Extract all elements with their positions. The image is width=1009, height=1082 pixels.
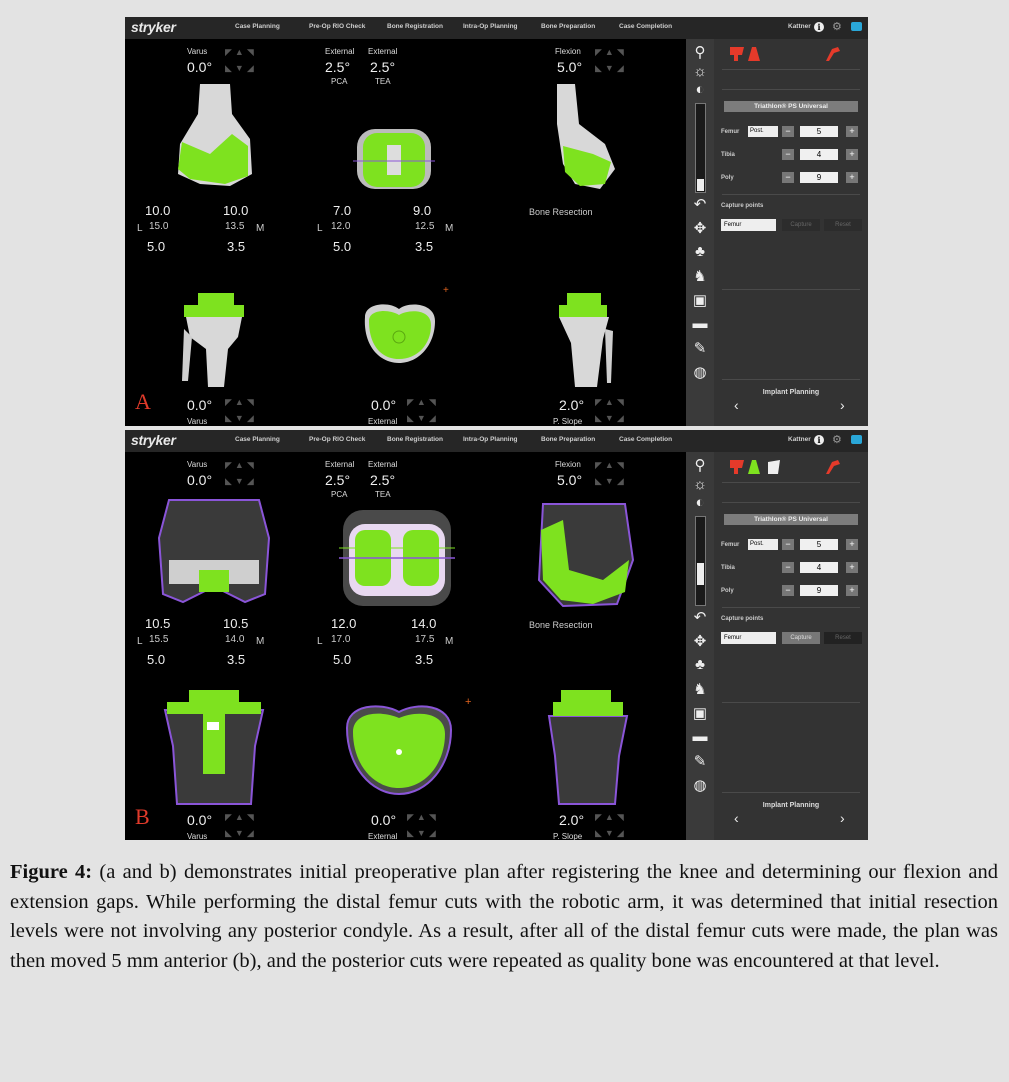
medial-marker: M — [445, 636, 454, 647]
nav-case-completion[interactable]: Case Completion — [619, 436, 673, 443]
bone-views — [125, 452, 686, 840]
poly-label: Poly — [721, 175, 734, 181]
poly-increment-button[interactable]: + — [846, 172, 858, 183]
gap-value: 3.5 — [227, 239, 246, 254]
poly-decrement-button[interactable]: − — [782, 585, 794, 596]
poly-decrement-button[interactable]: − — [782, 172, 794, 183]
probe-icon[interactable]: ✎ — [693, 753, 707, 770]
username: Kattner — [788, 23, 811, 30]
gap-value: 5.0 — [333, 652, 352, 667]
adjust-arrows[interactable]: ◣▼◢ — [407, 413, 439, 423]
reset-button[interactable]: Reset — [824, 219, 862, 231]
capture-points-title: Capture points — [721, 616, 764, 622]
flexion-label: Flexion — [555, 460, 581, 469]
nav-intra-op-planning[interactable]: Intra-Op Planning — [463, 436, 518, 443]
implant-sidebar — [714, 39, 868, 426]
femur-ct-coronal-view — [155, 498, 273, 610]
nav-intra-op-planning[interactable]: Intra-Op Planning — [463, 23, 518, 30]
implant-sidebar — [714, 452, 868, 840]
nav-case-planning[interactable]: Case Planning — [235, 23, 280, 30]
gap-value: 12.5 — [415, 221, 435, 232]
nav-bone-registration[interactable]: Bone Registration — [387, 436, 443, 443]
chevron-right-icon[interactable]: › — [840, 397, 845, 413]
adjust-arrows[interactable]: ◤▲◥ — [407, 397, 439, 407]
tibia-ct-axial-view — [341, 700, 457, 798]
nav-bone-registration[interactable]: Bone Registration — [387, 23, 443, 30]
capture-button[interactable]: Capture — [782, 632, 820, 644]
lateral-marker: L — [137, 223, 143, 234]
femur-tibia-icon[interactable] — [728, 458, 788, 476]
move-icon[interactable]: ✥ — [693, 220, 707, 237]
varus-value: 0.0° — [187, 472, 213, 488]
adjust-arrows[interactable]: ◤▲◥ — [225, 460, 257, 470]
tool-strip — [686, 452, 714, 840]
poly-size-value[interactable]: 9 — [800, 585, 838, 596]
brightness-icon[interactable]: ☼ — [693, 63, 707, 80]
contrast-slider[interactable] — [695, 516, 706, 606]
capture-button[interactable]: Capture — [782, 219, 820, 231]
femur-coronal-view — [170, 84, 260, 194]
implant-selector[interactable]: Triathlon® PS Universal — [724, 101, 858, 112]
capture-bone-select[interactable]: Femur — [721, 219, 776, 231]
poly-label: Poly — [721, 588, 734, 594]
femur-ct-sagittal-view — [533, 500, 637, 612]
external-tea-value: 2.5° — [370, 472, 396, 488]
implant-icon[interactable]: ▣ — [692, 292, 708, 309]
tibia-external-label: External — [368, 832, 398, 840]
external-pca-value: 2.5° — [325, 472, 351, 488]
undo-icon[interactable]: ↶ — [693, 196, 707, 213]
screenshot-panel-b — [125, 430, 868, 840]
varus-value: 0.0° — [187, 59, 213, 75]
gap-value: 5.0 — [333, 239, 352, 254]
figure-caption-text: (a and b) demonstrates initial preoperative plan after registering the knee and determining our flexion and extension gaps. While performing the distal femur cuts with the robotic arm, it was determined that initial resection levels were not involving any posterior condyle. As a result, after all of the distal femur cuts were made, the plan was then moved 5 mm anterior (b), and the posterior cuts were repeated as quality bone was encountered at that level. — [10, 861, 998, 972]
adjust-arrows[interactable]: ◣▼◢ — [595, 413, 627, 423]
tibia-external-label: External — [368, 417, 398, 426]
gamepad-icon[interactable]: ◍ — [693, 364, 707, 381]
adjust-arrows[interactable]: ◤▲◥ — [225, 47, 257, 57]
crosshair-marker: + — [443, 285, 449, 296]
tibia-icon[interactable]: ♞ — [693, 268, 707, 285]
gap-value: 15.0 — [149, 221, 169, 232]
stryker-logo: stryker — [131, 19, 176, 35]
slope-label: P. Slope — [553, 417, 583, 426]
pca-label: PCA — [331, 77, 348, 86]
external-tea-value: 2.5° — [370, 59, 396, 75]
top-nav-bar — [125, 430, 868, 452]
bone-view-icon[interactable]: ♣ — [695, 656, 705, 673]
poly-size-value[interactable]: 9 — [800, 172, 838, 183]
external-pca-label: External — [325, 460, 355, 469]
gamepad-icon[interactable]: ◍ — [693, 777, 707, 794]
tool-strip — [686, 39, 714, 426]
tibia-size-value[interactable]: 4 — [800, 149, 838, 160]
tibia-sagittal-view — [553, 289, 623, 389]
adjust-arrows[interactable]: ◤▲◥ — [225, 397, 257, 407]
figure-caption — [10, 858, 998, 976]
nav-pre-op-rio-check[interactable]: Pre-Op RIO Check — [309, 23, 366, 30]
panel-letter: A — [135, 389, 151, 414]
gear-icon[interactable]: ⚙ — [832, 21, 842, 33]
gap-value: 12.0 — [331, 221, 351, 232]
gap-value: 14.0 — [225, 634, 245, 645]
chevron-right-icon[interactable]: › — [840, 810, 845, 826]
bone-resection-label: Bone Resection — [529, 207, 593, 217]
flexion-value: 5.0° — [557, 59, 583, 75]
femur-increment-button[interactable]: + — [846, 539, 858, 550]
capture-bone-select[interactable]: Femur — [721, 632, 776, 644]
undo-icon[interactable]: ↶ — [693, 609, 707, 626]
gap-value: 3.5 — [227, 652, 246, 667]
move-icon[interactable]: ✥ — [693, 633, 707, 650]
tibia-ct-sagittal-view — [545, 686, 631, 806]
reset-button[interactable]: Reset — [824, 632, 862, 644]
medial-marker: M — [256, 223, 265, 234]
top-nav-bar — [125, 17, 868, 39]
shoe-icon[interactable]: ▬ — [692, 728, 708, 745]
adjust-arrows[interactable]: ◣▼◢ — [595, 476, 627, 486]
contrast-icon[interactable]: ◐ — [695, 494, 705, 511]
gap-value: 12.0 — [331, 616, 357, 631]
lateral-marker: L — [317, 636, 323, 647]
femur-position-select[interactable]: Post. — [748, 126, 778, 137]
capture-points-title: Capture points — [721, 203, 764, 209]
tibia-external-value: 0.0° — [371, 812, 397, 828]
gear-icon[interactable]: ⚙ — [832, 434, 842, 446]
gap-value: 14.0 — [411, 616, 437, 631]
adjust-arrows[interactable]: ◣▼◢ — [595, 63, 627, 73]
tibia-varus-value: 0.0° — [187, 397, 213, 413]
tea-label: TEA — [375, 77, 391, 86]
contrast-icon[interactable]: ◐ — [695, 81, 705, 98]
femur-ct-axial-view — [337, 504, 457, 614]
adjust-arrows[interactable]: ◣▼◢ — [225, 413, 257, 423]
femur-axial-view — [353, 119, 435, 194]
gap-value: 7.0 — [333, 203, 352, 218]
camera-icon[interactable] — [851, 435, 862, 444]
femur-increment-button[interactable]: + — [846, 126, 858, 137]
crosshair-marker: + — [465, 696, 472, 708]
adjust-arrows[interactable]: ◤▲◥ — [595, 460, 627, 470]
nav-bone-preparation[interactable]: Bone Preparation — [541, 436, 596, 443]
pca-label: PCA — [331, 490, 348, 499]
gap-value: 5.0 — [147, 652, 166, 667]
tibia-icon[interactable]: ♞ — [693, 681, 707, 698]
implant-icon[interactable]: ▣ — [692, 705, 708, 722]
tibia-label: Tibia — [721, 565, 735, 571]
adjust-arrows[interactable]: ◣▼◢ — [407, 828, 439, 838]
adjust-arrows[interactable]: ◣▼◢ — [225, 828, 257, 838]
brightness-icon[interactable]: ☼ — [693, 476, 707, 493]
contrast-slider[interactable] — [695, 103, 706, 193]
nav-pre-op-rio-check[interactable]: Pre-Op RIO Check — [309, 436, 366, 443]
femur-label: Femur — [721, 129, 740, 135]
gap-value: 10.0 — [223, 203, 249, 218]
gap-value: 3.5 — [415, 652, 434, 667]
info-icon[interactable]: i — [814, 435, 824, 445]
slope-label: P. Slope — [553, 832, 583, 840]
femur-label: Femur — [721, 542, 740, 548]
gap-value: 10.5 — [145, 616, 171, 631]
bone-views — [125, 39, 686, 426]
search-icon[interactable]: ⚲ — [694, 457, 706, 474]
gap-value: 5.0 — [147, 239, 166, 254]
tibia-axial-view — [359, 301, 439, 367]
slope-value: 2.0° — [559, 812, 585, 828]
external-tea-label: External — [368, 460, 398, 469]
tibia-coronal-view — [180, 289, 250, 389]
tibia-label: Tibia — [721, 152, 735, 158]
chevron-left-icon[interactable]: ‹ — [734, 397, 739, 413]
bone-view-icon[interactable]: ♣ — [695, 243, 705, 260]
gap-value: 9.0 — [413, 203, 432, 218]
flexion-value: 5.0° — [557, 472, 583, 488]
femur-decrement-button[interactable]: − — [782, 126, 794, 137]
femur-sagittal-view — [545, 84, 625, 194]
medial-marker: M — [256, 636, 265, 647]
robotic-arm-icon[interactable] — [822, 45, 842, 63]
femur-decrement-button[interactable]: − — [782, 539, 794, 550]
tibia-size-value[interactable]: 4 — [800, 562, 838, 573]
slope-value: 2.0° — [559, 397, 585, 413]
camera-icon[interactable] — [851, 22, 862, 31]
implant-planning-label: Implant Planning — [762, 389, 820, 396]
gap-value: 10.0 — [145, 203, 171, 218]
stryker-logo: stryker — [131, 432, 176, 448]
adjust-arrows[interactable]: ◤▲◥ — [595, 397, 627, 407]
femur-size-value[interactable]: 5 — [800, 539, 838, 550]
adjust-arrows[interactable]: ◣▼◢ — [595, 828, 627, 838]
implant-planning-label: Implant Planning — [762, 802, 820, 809]
implant-selector[interactable]: Triathlon® PS Universal — [724, 514, 858, 525]
external-tea-label: External — [368, 47, 398, 56]
search-icon[interactable]: ⚲ — [694, 44, 706, 61]
nav-case-planning[interactable]: Case Planning — [235, 436, 280, 443]
adjust-arrows[interactable]: ◣▼◢ — [225, 63, 257, 73]
tibia-varus-value: 0.0° — [187, 812, 213, 828]
lateral-marker: L — [137, 636, 143, 647]
tibia-decrement-button[interactable]: − — [782, 149, 794, 160]
nav-bone-preparation[interactable]: Bone Preparation — [541, 23, 596, 30]
nav-case-completion[interactable]: Case Completion — [619, 23, 673, 30]
gap-value: 13.5 — [225, 221, 245, 232]
gap-value: 17.5 — [415, 634, 435, 645]
gap-value: 15.5 — [149, 634, 169, 645]
chevron-left-icon[interactable]: ‹ — [734, 810, 739, 826]
adjust-arrows[interactable]: ◤▲◥ — [595, 812, 627, 822]
tea-label: TEA — [375, 490, 391, 499]
adjust-arrows[interactable]: ◤▲◥ — [225, 812, 257, 822]
gap-value: 10.5 — [223, 616, 249, 631]
tibia-varus-label: Varus — [187, 417, 208, 426]
bone-resection-label: Bone Resection — [529, 620, 593, 630]
tibia-ct-coronal-view — [159, 686, 269, 806]
varus-label: Varus — [187, 47, 208, 56]
tibia-increment-button[interactable]: + — [846, 562, 858, 573]
tibia-external-value: 0.0° — [371, 397, 397, 413]
shoe-icon[interactable]: ▬ — [692, 315, 708, 332]
lateral-marker: L — [317, 223, 323, 234]
adjust-arrows[interactable]: ◤▲◥ — [595, 47, 627, 57]
probe-icon[interactable]: ✎ — [693, 340, 707, 357]
flexion-label: Flexion — [555, 47, 581, 56]
username: Kattner — [788, 436, 811, 443]
medial-marker: M — [445, 223, 454, 234]
femur-size-value[interactable]: 5 — [800, 126, 838, 137]
tibia-varus-label: Varus — [187, 832, 208, 840]
info-icon[interactable]: i — [814, 22, 824, 32]
adjust-arrows[interactable]: ◣▼◢ — [225, 476, 257, 486]
tibia-decrement-button[interactable]: − — [782, 562, 794, 573]
external-pca-value: 2.5° — [325, 59, 351, 75]
external-pca-label: External — [325, 47, 355, 56]
panel-letter: B — [135, 804, 150, 829]
robotic-arm-icon[interactable] — [822, 458, 842, 476]
femur-tibia-icon[interactable] — [728, 45, 768, 63]
poly-increment-button[interactable]: + — [846, 585, 858, 596]
varus-label: Varus — [187, 460, 208, 469]
screenshot-panel-a — [125, 17, 868, 426]
gap-value: 3.5 — [415, 239, 434, 254]
tibia-increment-button[interactable]: + — [846, 149, 858, 160]
figure-label: Figure 4: — [10, 861, 93, 883]
adjust-arrows[interactable]: ◤▲◥ — [407, 812, 439, 822]
gap-value: 17.0 — [331, 634, 351, 645]
femur-position-select[interactable]: Post. — [748, 539, 778, 550]
